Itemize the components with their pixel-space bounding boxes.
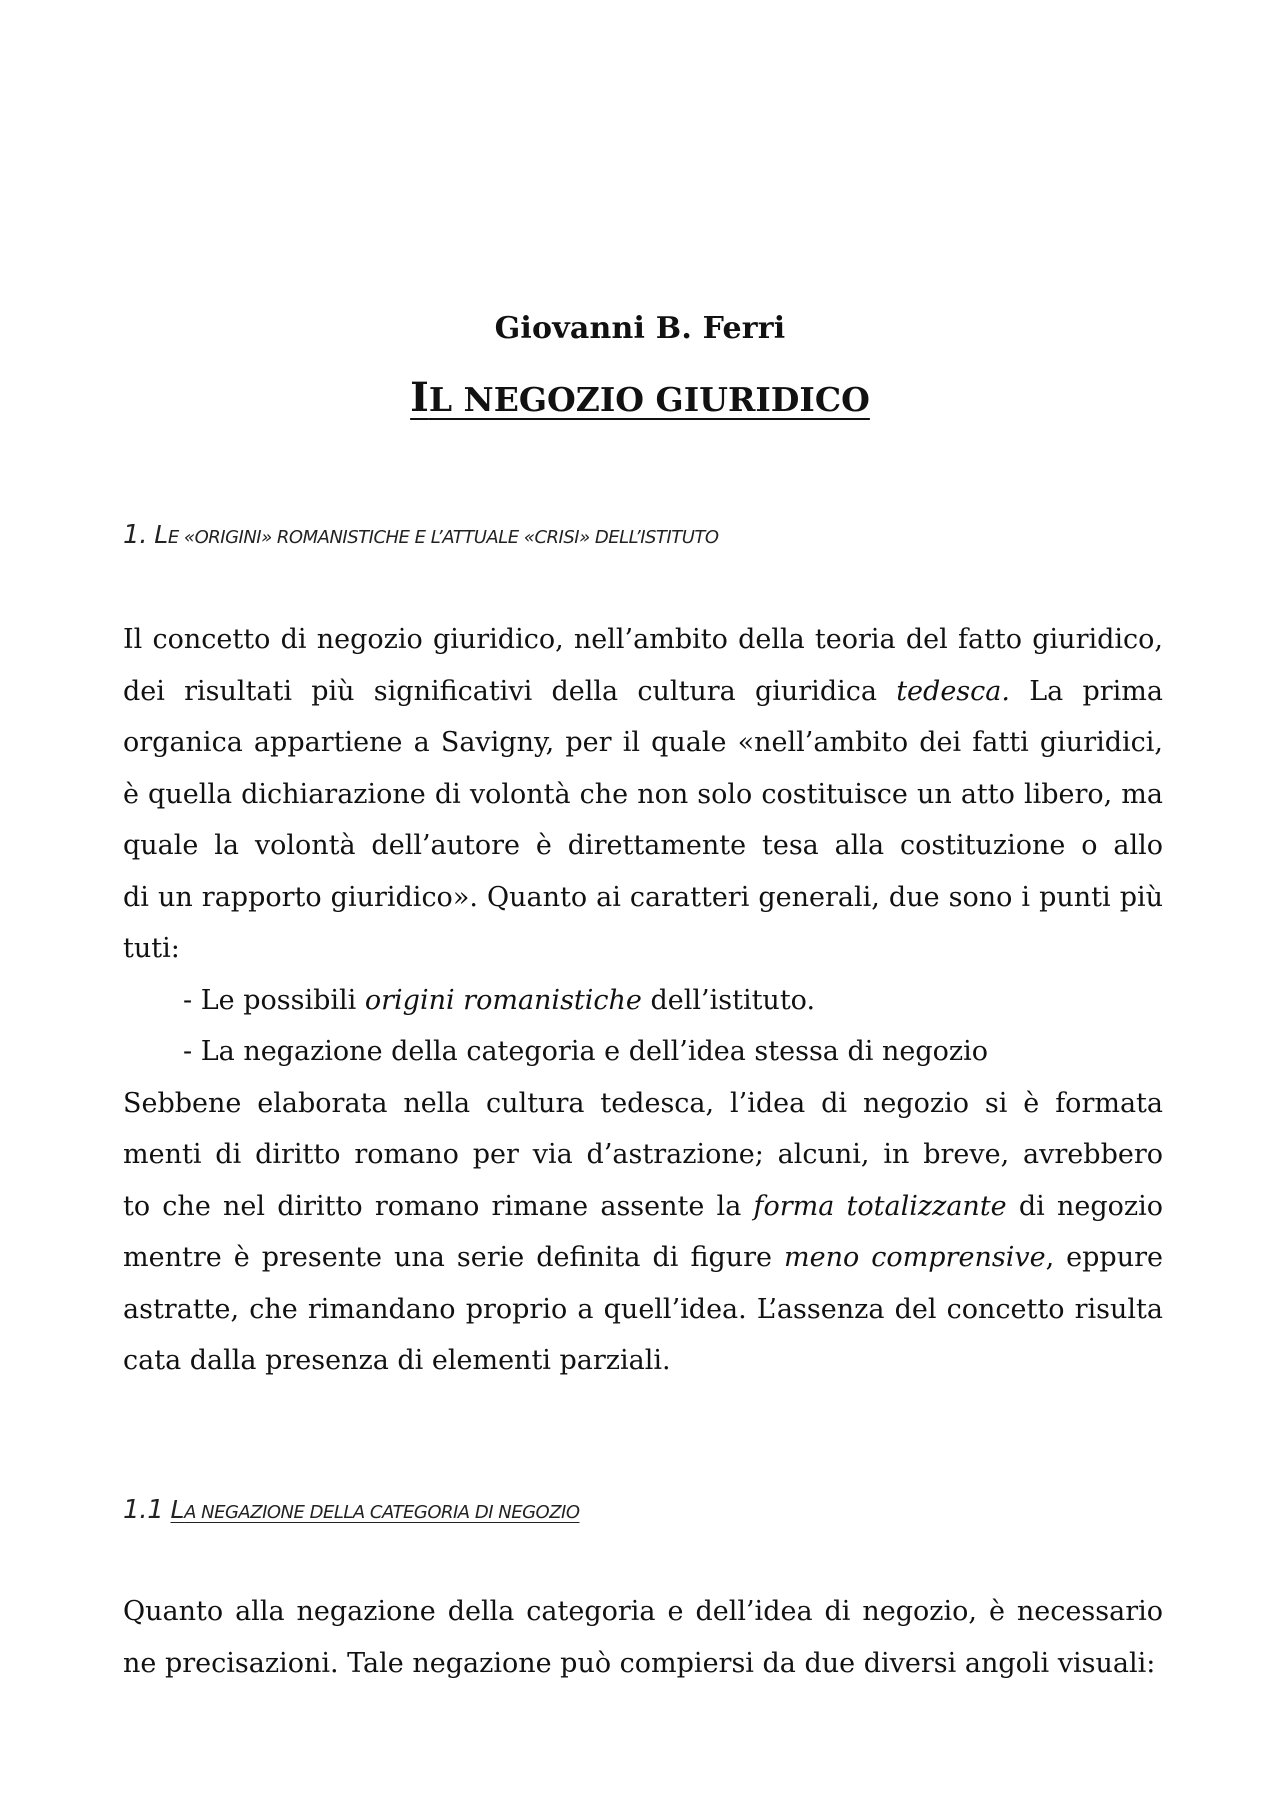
section-heading-2 xyxy=(123,1495,580,1525)
title-rest: L NEGOZIO GIURIDICO xyxy=(428,380,870,419)
section-initial: L xyxy=(170,1495,185,1524)
text-line xyxy=(123,1232,1163,1284)
text-span: La prima xyxy=(1029,675,1163,707)
section-initial: L xyxy=(154,520,168,549)
text-line: ne precisazioni. Tale negazione può compiersi da due diversi angoli visuali: xyxy=(123,1647,1156,1679)
bullet-item xyxy=(123,975,1163,1027)
text-line: cata dalla presenza di elementi parziali. xyxy=(123,1345,671,1376)
section-number: 1. xyxy=(123,520,148,550)
text-span: dei risultati più significativi della cultura giuridica xyxy=(123,675,897,707)
bullet-item: - La negazione della categoria e dell’idea stessa di negozio xyxy=(183,1036,989,1067)
paragraph-1 xyxy=(123,614,1163,1387)
text-span: - Le possibili xyxy=(183,984,365,1016)
text-line xyxy=(123,666,1163,718)
text-line: astratte, che rimandano proprio a quell’idea. L’assenza del concetto risulta xyxy=(123,1293,1163,1325)
title-initial: I xyxy=(410,374,429,421)
text-span: , eppure xyxy=(1045,1242,1163,1273)
paragraph-2 xyxy=(123,1586,1163,1689)
document-title xyxy=(0,374,1280,421)
emphasis-text: tedesca. xyxy=(896,675,1010,707)
text-line xyxy=(123,1181,1163,1233)
section-number: 1.1 xyxy=(123,1495,164,1525)
text-line: quale la volontà dell’autore è direttamente tesa alla costituzione o allo xyxy=(123,830,1163,861)
text-span: dell’istituto. xyxy=(641,984,816,1016)
author-name: Giovanni B. Ferri xyxy=(494,311,786,346)
emphasis-text: meno comprensive xyxy=(784,1242,1046,1273)
text-line: tuti: xyxy=(123,933,180,964)
section-title-text: A NEGAZIONE DELLA CATEGORIA DI NEGOZIO xyxy=(184,1502,580,1523)
emphasis-text: origini romanistiche xyxy=(364,984,642,1016)
emphasis-text: forma totalizzante xyxy=(753,1190,1007,1222)
text-line: Il concetto di negozio giuridico, nell’ambito della teoria del fatto giuridico, xyxy=(123,624,1163,655)
section-title-text: E «ORIGINI» ROMANISTICHE E L’ATTUALE «CRISI» DELL’ISTITUTO xyxy=(167,527,719,548)
section-heading-1 xyxy=(123,520,719,550)
text-line: Quanto alla negazione della categoria e dell’idea di negozio, è necessario xyxy=(123,1596,1163,1627)
text-span: di negozio xyxy=(1018,1190,1163,1222)
section-title-underlined xyxy=(170,1495,580,1524)
text-line: è quella dichiarazione di volontà che non solo costituisce un atto libero, ma xyxy=(123,778,1163,810)
text-span: to che nel diritto romano rimane assente la xyxy=(123,1190,754,1222)
text-line: Sebbene elaborata nella cultura tedesca, l’idea di negozio si è formata xyxy=(123,1087,1163,1119)
text-line: organica appartiene a Savigny, per il quale «nell’ambito dei fatti giuridici, xyxy=(123,727,1163,758)
text-line: di un rapporto giuridico». Quanto ai caratteri generali, due sono i punti più xyxy=(123,881,1163,913)
text-line: menti di diritto romano per via d’astrazione; alcuni, in breve, avrebbero xyxy=(123,1139,1163,1170)
text-span: mentre è presente una serie definita di figure xyxy=(123,1242,785,1273)
